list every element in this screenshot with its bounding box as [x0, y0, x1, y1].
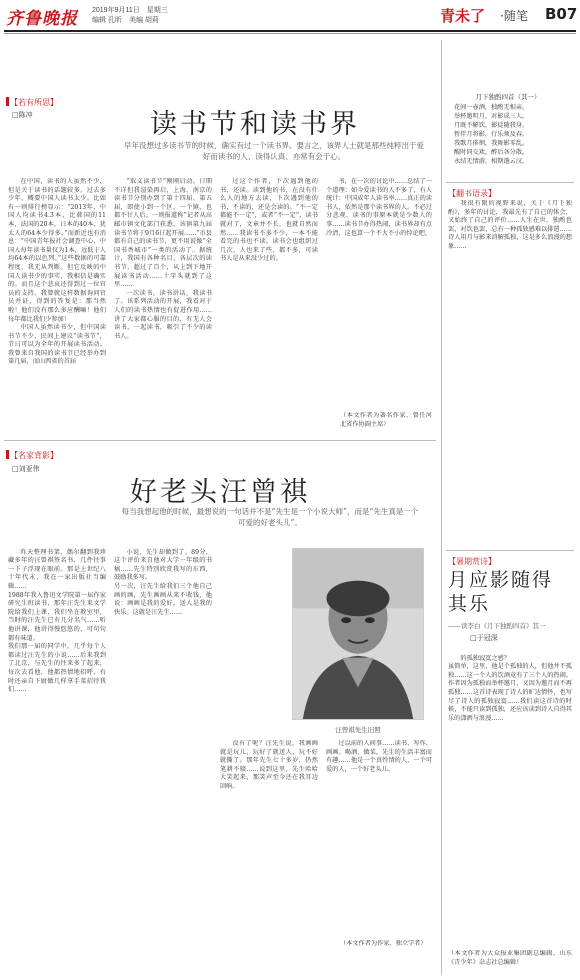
poem-line: 永结无情游，相期邈云汉。: [454, 158, 529, 165]
issue-date: 2019年9月11日 星期三: [92, 7, 168, 14]
article1-col1-para-2: 中国人虽然读书少，但中国读书节不少，民间上建议“读书节”，节日可以为全年的开展读书活动。我曾来自我国的读书节已经举办到第几届，而山西省的首届: [8, 324, 106, 366]
poem-line: 醒时同交欢，醉后各分散。: [454, 149, 529, 156]
article3-subtitle: ——读李白《月下独酌四首》其一: [448, 622, 546, 630]
poem-line: 暂伴月将影，行乐须及春。: [454, 131, 529, 138]
article1-col3-para: 过这个作者，下次遇到他的书，还读。读到他的书，在没有什么人的地方去读，下次遇到他的书，不读的，还是会读的。“不一定都能不一定”，或者“不一定”，读书就对了，文章并不长，也就自然而然……我读书不多不少，一本不能看完的书也不读。读书会也组织过几次，人也来了些，都不多，可读书人是从来没少过的。: [220, 178, 318, 263]
article2-title: 好老头汪曾祺: [130, 477, 310, 508]
article1-col1-para: 在中国，读书的人虽然不少，但是关于读书的话题较多，过去多少年，概要中国人读书太少。比如有一则排行榜显示：“2013年，中国人均读书4.3本，比韩国的11本，法国的20本，日本的40本，犹太人的64本少得多。”而新近也有消息：“中国青年报社会调查中心，中国人每年读书量仅为1本，远低于人均64本的以色列。”这些数据的可靠程度，我无从判断。但它反映的中国人读书少的事实，我相信是确实的。而且这个悲哀还得到过一位官员的支持。我曾就这样数据询问官员并证，得到的答复是：那当然啦！他们没有那么多应酬嘛！他们每年都比我们少参加！: [8, 178, 106, 323]
newspaper-logo: 齐鲁晚报: [6, 9, 78, 29]
article1-col2-para: “取义读书节”刚刚启动。日期不详但我渲染再启，上海、南京的读书节分别办到了第十四届、第五届，即使小到一个区，一个镇、也都不甘人后。一则报道称“记者从高邮市镇文化部门获悉，该镇第九届读书节将于9月6日起开展……”市县都有自己的读书节，更不用说像“全国书香城市”一类的活动了。据统计，我国有各种名目、各层次的读书节，超过了百个，从上到下地开展读书活动……十字头就到了这里……: [114, 178, 212, 289]
section-subname: ·随笔: [500, 9, 528, 23]
article3a-body: [448, 200, 572, 545]
article2-col3-para: 没有了呢？汪先生说，我画画就是玩儿，玩好了就送人，玩不好就撕了。那年先生七十多岁，仍然笔耕不辍……说到这里，先生哈哈大笑起来，那笑声至今还在我耳边回响。: [220, 740, 318, 790]
article2-col2-para: 小说，先生却做到了。89分，这个评价来自他对大学一年级的书稿……先生特别欣赏我写的东西，鼓励我多写。 另一次，汪先生给我们三个他自己画的画，先生画画从来不收钱，他说：画画是我的爱好，送人是我的快乐。这就是汪先生……: [114, 548, 212, 616]
masthead: [0, 0, 580, 34]
article3-footnote: （本文作者为大众报业集团副总编辑、山东《青少年》杂志社总编辑）: [448, 950, 572, 966]
poem-line: 我歌月徘徊，我舞影零乱。: [454, 140, 529, 147]
article1-col2-para-2: 一次读书，读书讲话，我读书了。该系列活动的开展，我看对于人们的读书热情也有促进作用……讲了大家都心服的目的，有无人会读书，一起读书，吸引了不少的读书人。: [114, 289, 212, 340]
header-rule: [4, 30, 576, 32]
photo-caption: 汪曾祺先生旧照: [335, 726, 381, 734]
article2-footnote: （本文作者为作家、独立学者）: [340, 940, 427, 947]
article2-column-3: [220, 740, 318, 970]
article1-title: 读书节和读书界: [150, 109, 360, 140]
article3a-tag: 【翻书语录】: [448, 189, 496, 198]
column-divider-right: [441, 40, 442, 975]
article3-title: 月应影随得其乐: [448, 569, 554, 615]
article3-body: [448, 646, 572, 946]
article1-column-2: [114, 178, 212, 433]
right-section-divider-2: [446, 550, 574, 551]
article2-column-1: [8, 540, 106, 970]
article2-column-2: [114, 540, 212, 970]
page-number: B07: [545, 5, 578, 23]
right-section-divider-1: [446, 182, 574, 183]
poem-body: [448, 103, 568, 166]
article3-byline: □于冠深: [470, 634, 498, 642]
article1-column-1: [8, 178, 106, 433]
article1-col4-para: 书，在一次的讨论中……总结了一个道理：如今爱读书的人不多了，有人统计：中国成年人读书率……真正的读书人，依然是那个读书界的人。不必过分悲观，读书的事原本就是少数人的事……读书节办得热闹，读书界却有点冷清，这也算一个不大不小的悖论吧。: [326, 178, 432, 237]
poem-line: 月既不解饮，影徒随我身。: [454, 122, 529, 129]
article1-column-3: [220, 178, 318, 433]
section-name: 青未了: [440, 7, 486, 25]
portrait-photo: [292, 548, 424, 720]
article3a-para: 我很有限的视野来说，关于《月下独酌》，多年的讨论，我最先有了自己的体会，又始终了自己的评价……人生在世，独酌也罢，对饮也罢，总有一种孤独感难以排遣……诗人用月与影来消解孤独，这是多么浪漫的想象……: [448, 200, 572, 250]
section-divider: [4, 440, 436, 441]
article2-col1-para: 昨天整理书架，偶尔翻到我珍藏多年的汪曾祺签名书，几件往事一下子浮现在眼前。那是上世纪八十年代末，我在一家出版社当编辑…… 1988年我入鲁迅文学院第一届作家研究生班读书，那年汪先生来文学院给我们上课，我们坐在教室里，当时的汪先生已有几分名气……听他讲课，他讲得慢悠悠的，可句句都有味道。 我们那一届的同学中，几乎每个人都读过汪先生的小说……后来我到了北京，与先生的往来多了起来，每次去看他，他都热情地招呼，有时还亲自下厨做几样拿手菜招待我们……: [8, 548, 106, 694]
article2-col4-para: 过以前的人间事……读书、写作、画画、喝酒、做菜，先生的生活丰富而有趣……他是一个真性情的人，一个可爱的人，一个好老头儿。: [326, 740, 432, 773]
article1-byline: □陈冲: [12, 111, 33, 119]
article1-column-4: [326, 178, 432, 408]
tag-marker: [6, 450, 9, 459]
issue-staff: 编辑 孔昕 美编 胡莉: [92, 17, 159, 24]
tag-marker: [6, 97, 9, 106]
article1-lede: 早年没想过多读书节的时候，确实有过一个读书界。要言之，该界人士就是那些纯粹出于爱好而读书的人、读得认真、亦常有会于心。: [124, 141, 424, 161]
article1-tag: 【若有所思】: [10, 98, 58, 107]
article3-para: 的孤独寂寞之感？ 虽简单，这里，他是个孤独的人，但他并不孤独……这一个人的饮酒竟有了三个人的热闹。作者因为孤独而举杯邀月，又因为邀月而不再孤独……这首诗表现了诗人的旷达情怀，也写尽了诗人的孤独寂寞……我们读这首诗的时候，不能只读到孤独，还应该读到诗人自得其乐的潇洒与浪漫……: [448, 654, 572, 722]
poem-line: 花间一壶酒，独酌无相亲。: [454, 104, 529, 111]
article2-column-4: [326, 740, 432, 930]
poem-line: 举杯邀明月，对影成三人。: [454, 113, 529, 120]
article1-footnote: （本文作者为著名作家，曾任河北省作协副主席）: [340, 412, 432, 428]
article3-tag: 【暑期赏诗】: [448, 557, 496, 566]
article2-lede: 每当我想起他的时候，最想说的一句话并不是“先生是一个小说大师”，而是“先生真是一个可爱的好老头儿”。: [121, 507, 419, 527]
article2-tag: 【名家背影】: [10, 451, 58, 460]
header-rule-thin: [4, 33, 576, 34]
poem-title: 月下独酌四首（其一）: [475, 93, 541, 101]
portrait-illustration: [293, 549, 423, 719]
article2-byline: □刘亚伟: [12, 465, 40, 473]
